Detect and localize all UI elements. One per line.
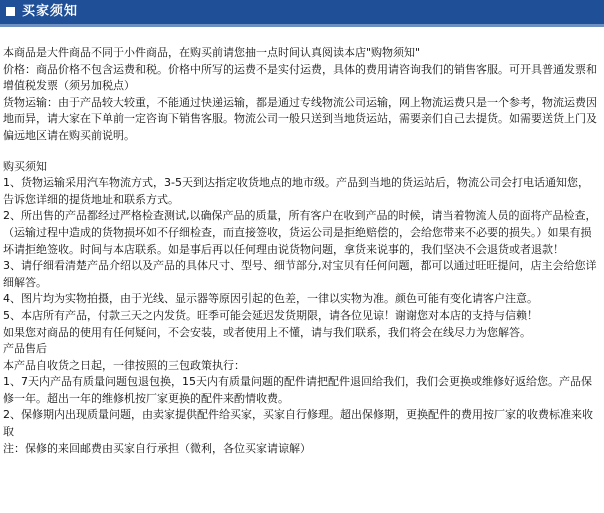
price-paragraph: 价格：商品价格不包含运费和税。价格中所写的运费不是实付运费，具体的费用请咨询我们的销售客服。可开具普通发票和增值税发票（须另加税点）	[3, 62, 597, 93]
purchase-notice-item: 1、货物运输采用汽车物流方式，3-5天到达指定收货地点的地市级。产品到当地的货运站后，物流公司会打电话通知您，告诉您详细的提货地址和联系方式。	[3, 176, 589, 206]
purchase-notice-heading: 购买须知	[3, 159, 47, 173]
purchase-notice-item: 3、请仔细看清楚产品介绍以及产品的具体尺寸、型号、细节部分,对宝贝有任何问题，都可以通过旺旺提问，店主会给您详细解答。	[3, 259, 597, 289]
purchase-notice-item: 5、本店所有产品，付款三天之内发货。旺季可能会延迟发货期限，请各位见谅！谢谢您对本店的支持与信赖！	[3, 308, 538, 322]
after-sales-footnote: 注：保修的来回邮费由买家自行承担（微利，各位买家请谅解）	[3, 441, 311, 455]
section-header	[0, 0, 604, 27]
shipping-paragraph: 货物运输：由于产品较大较重，不能通过快递运输，都是通过专线物流公司运输，网上物流运费只是一个参考，物流运费因地而异，请大家在下单前一定咨询下销售客服。物流公司一般只送到当地货运站，需要亲们自己去提货。如需要送货上门及偏远地区请在购买前说明。	[3, 95, 597, 142]
square-icon	[6, 7, 15, 16]
intro-paragraph: 本商品是大件商品不同于小件商品，在购买前请您抽一点时间认真阅读本店"购物须知"	[3, 46, 421, 59]
after-sales-heading: 产品售后	[3, 342, 47, 356]
after-sales-item: 1、7天内产品有质量问题包退包换，15天内有质量问题的配件请把配件退回给我们，我们会更换或维修好返给您。产品保修一年。超出一年的维修机按厂家更换的配件来酌情收费。	[3, 375, 592, 405]
notice-body	[3, 45, 599, 457]
contact-note: 如果您对商品的使用有任何疑问，不会安装，或者使用上不懂，请与我们联系，我们将会在线尽力为您解答。	[3, 325, 531, 339]
purchase-notice-item: 2、所出售的产品都经过严格检查测试,以确保产品的质量，所有客户在收到产品的时候，请当着物流人员的面将产品检查，（运输过程中造成的货物损坏如不仔细检查，而直接签收，货运公司是拒绝赔偿的，会给您带来不必要的损失。）如果有损坏请拒绝签收。时间与本店联系。如是事后再以任何理由说货物问题，拿货来说事的，我们坚决不会退货或者退款！	[3, 209, 597, 256]
section-title: 买家须知	[22, 4, 79, 19]
after-sales-lead: 本产品自收货之日起，一律按照的三包政策执行：	[3, 358, 245, 372]
purchase-notice-item: 4、图片均为实物拍摄，由于光线、显示器等原因引起的色差，一律以实物为准。颜色可能有变化请客户注意。	[3, 292, 538, 306]
after-sales-item: 2、保修期内出现质量问题，由卖家提供配件给买家，买家自行修理。超出保修期，更换配件的费用按厂家的收费标准来收取	[3, 408, 593, 439]
